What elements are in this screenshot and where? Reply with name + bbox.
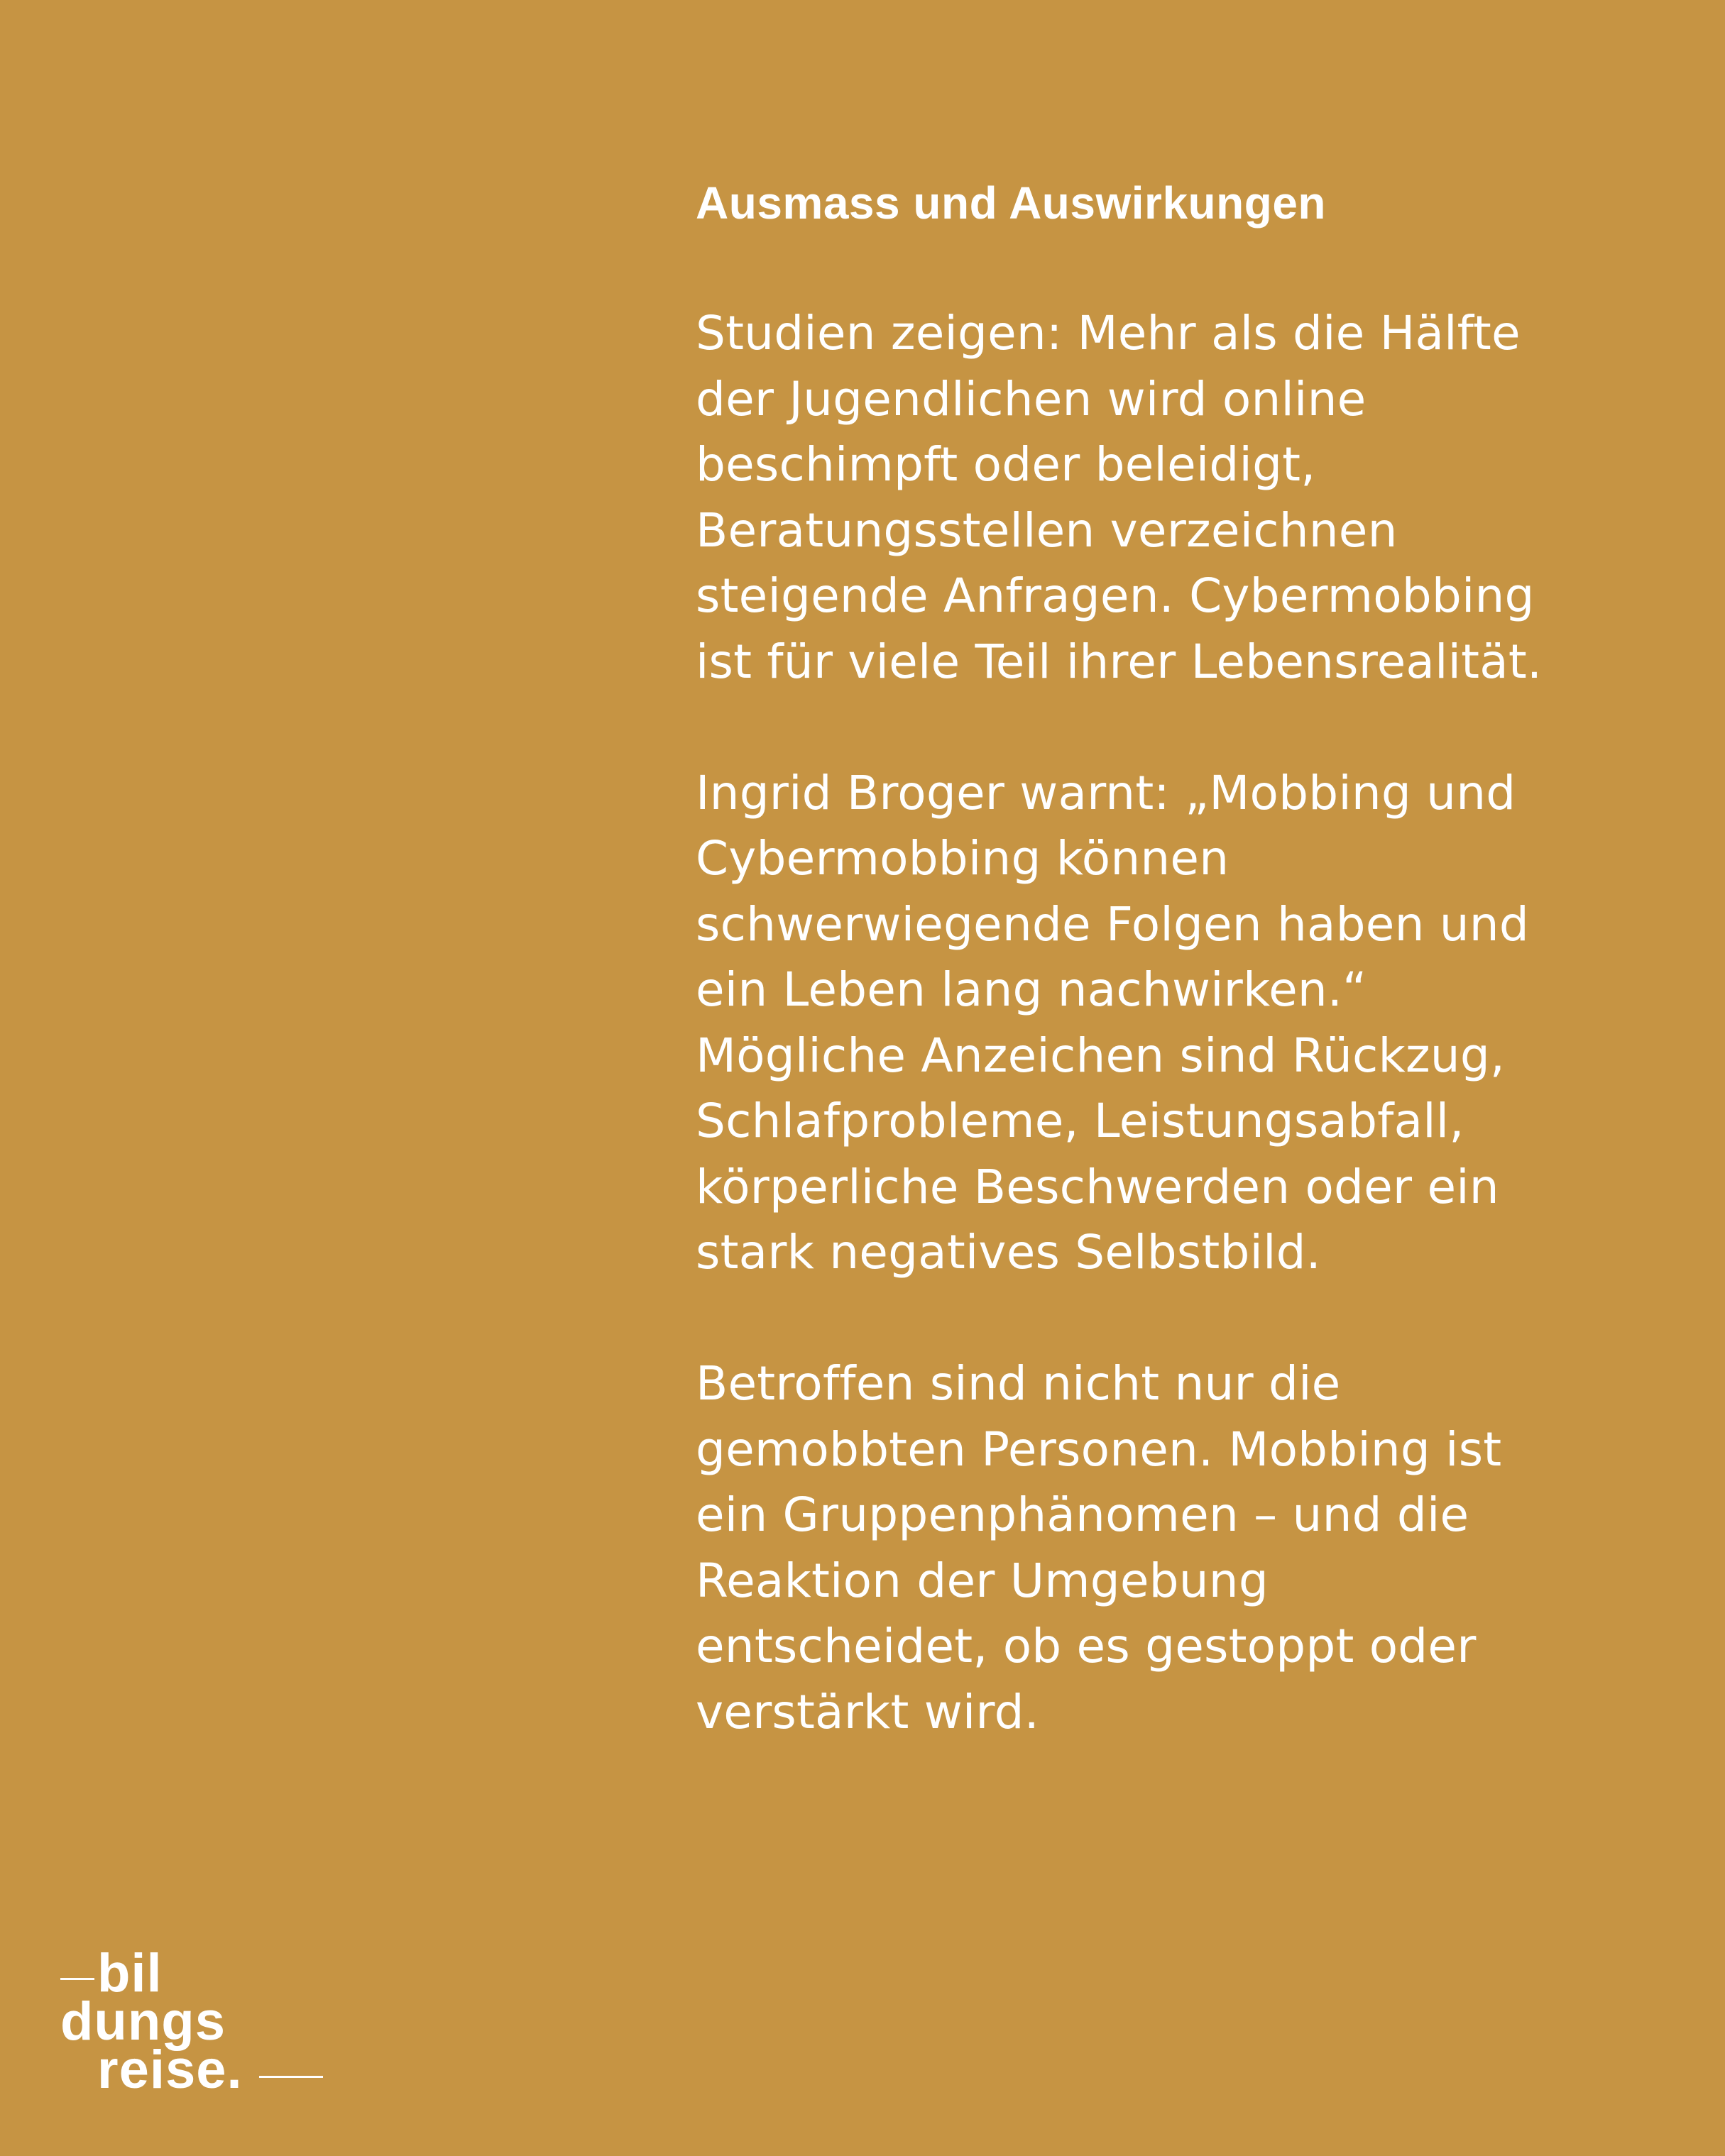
article-paragraph-1: Studien zeigen: Mehr als die Hälfte der Jugendlichen wird online beschimpft oder beleidigt, Beratungsstellen verzeichnen steigende Anfragen. Cybermobbing ist für viele Teil ihrer Lebensrealität.: [696, 306, 1543, 689]
bildungsreise-logo: [60, 1943, 344, 2111]
logo-rule-top: [60, 1978, 94, 1980]
logo-line-1: bil: [97, 1943, 163, 2003]
article-paragraph-3: Betroffen sind nicht nur die gemobbten Personen. Mobbing ist ein Gruppenphänomen – und die Reaktion der Umgebung entscheidet, ob es gestoppt oder verstärkt wird.: [696, 1356, 1502, 1739]
logo-line-2: dungs: [60, 1991, 226, 2052]
article-paragraph-2: Ingrid Broger warnt: „Mobbing und Cybermobbing können schwerwiegende Folgen haben und ein Leben lang nachwirken.“ Mögliche Anzeichen sind Rückzug, Schlafprobleme, Leistungsabfall, körperliche Beschwerden oder ein stark negatives Selbstbild.: [696, 765, 1529, 1280]
logo-line-3: reise.: [97, 2040, 243, 2100]
article-heading: Ausmass und Auswirkungen: [696, 177, 1326, 229]
article-content: [696, 170, 1619, 1811]
logo-rule-bottom: [259, 2076, 323, 2078]
